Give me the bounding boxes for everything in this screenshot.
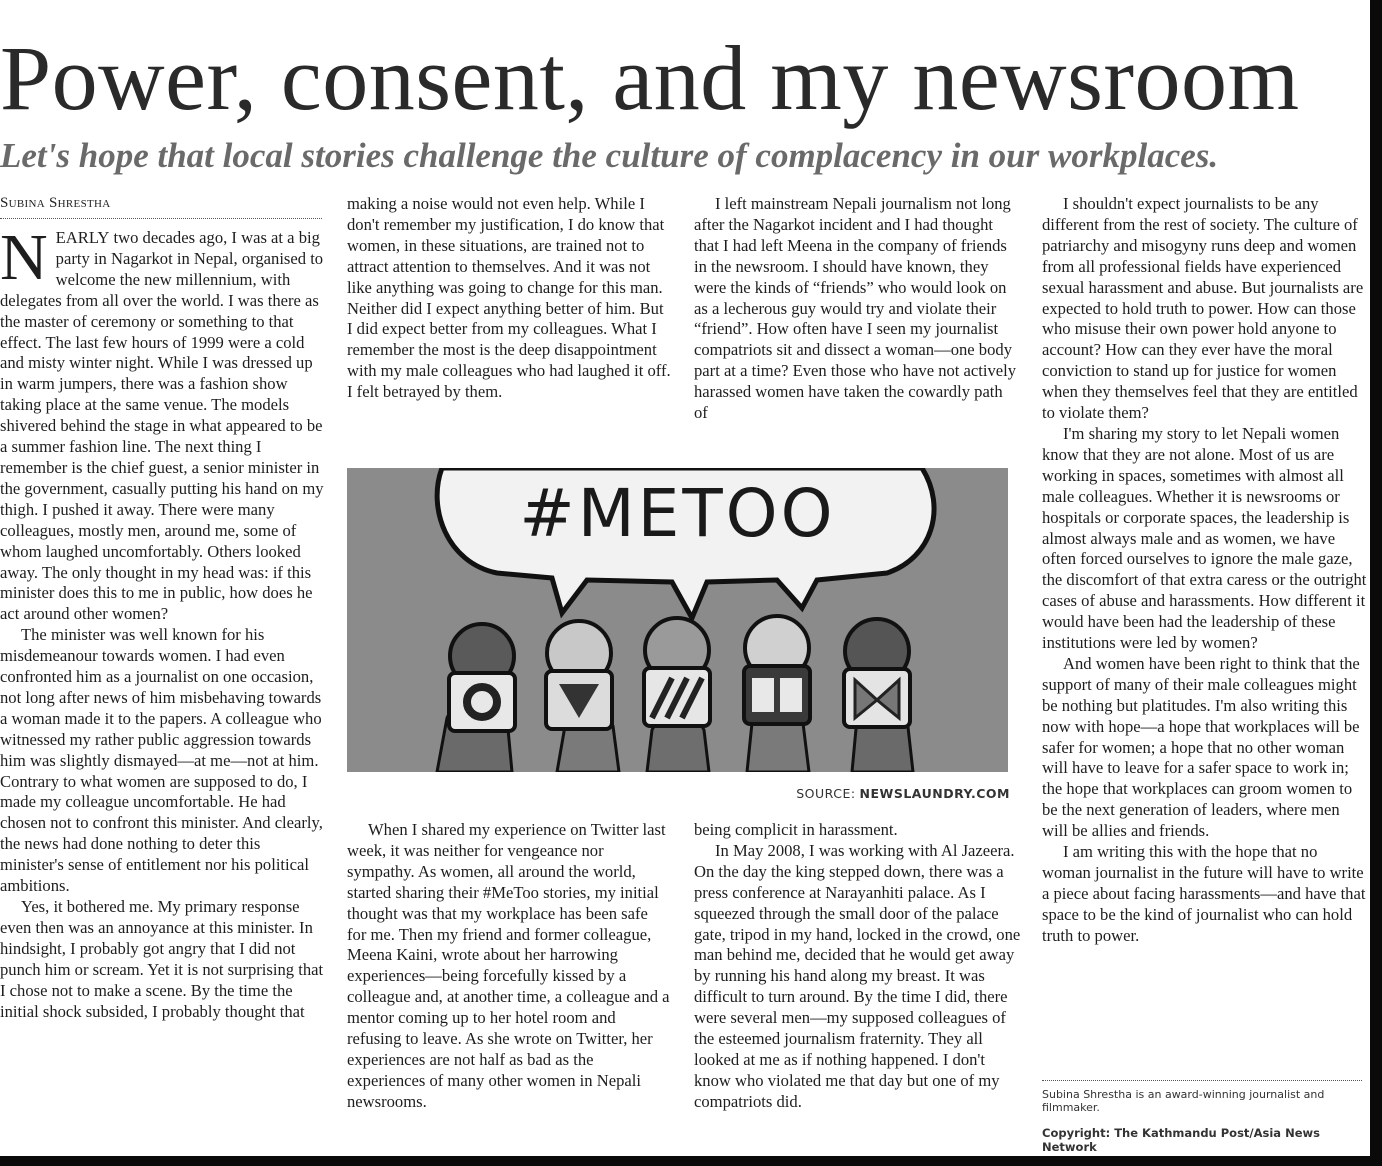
footer-rule xyxy=(1042,1080,1362,1081)
paragraph: The minister was well known for his misdemeanour towards women. I had even confronted him as a journalist on one occasion, not long after news of him misbehaving towards a woman made it to the papers. A colleague who witnessed my rather public aggression towards him was slightly dismayed—at me—not at him. Contrary to what women are supposed to do, I made my colleague uncomfortable. He had chosen not to confront this minister. And clearly, the news had done nothing to deter this minister's sense of entitlement nor his political ambitions. xyxy=(0,625,323,896)
paragraph: making a noise would not even help. While I don't remember my justification, I do know that women, in these situations, are trained not to attract attention to themselves. And it was not like anything was going to change for this man. Neither did I expect anything better of him. But I did expect better from my colleagues. What I remember the most is the deep disappointment with my male colleagues who had laughed it off. I felt betrayed by them. xyxy=(347,194,671,402)
headline: Power, consent, and my newsroom xyxy=(0,27,1300,129)
speech-bubble-text: #METOO xyxy=(519,475,836,552)
paragraph: I am writing this with the hope that no woman journalist in the future will have to write a piece about facing harassments—and have that space to be the kind of journalist who can hold truth to power. xyxy=(1042,842,1366,945)
lead-in: EARLY xyxy=(55,228,110,247)
metoo-illustration xyxy=(347,468,1008,772)
paragraph: I'm sharing my story to let Nepali women know that they are not alone. Most of us are working in spaces, sometimes with almost all male colleagues. Whether it is newsrooms or hospitals or corporate spaces, the leadership is almost always male and as women, we have often forced ourselves to ignore the male gaze, the discomfort of that extra caress or the outright cases of abuse and harassments. How different it would have been had the leadership of these institutions were led by women? xyxy=(1042,423,1367,653)
paragraph: And women have been right to think that the support of many of their male colleagues might be nothing but platitudes. I'm also writing this now with hope—a hope that workplaces will be safer for women; a hope that no other woman will have to leave for a safer space to work in; the hope that workplaces can groom women to be the next generation of leaders, where men will be allies and friends. xyxy=(1042,653,1360,841)
lead-paragraph xyxy=(0,221,324,625)
column-3-top xyxy=(694,194,1018,424)
paragraph: When I shared my experience on Twitter last week, it was neither for vengeance nor sympathy. As women, all around the world, started sharing their #MeToo stories, my initial thought was that my workplace has been safe for me. Then my friend and former colleague, Meena Kaini, wrote about her harrowing experiences—being forcefully kissed by a colleague and, at another time, a colleague and a mentor coming up to her hotel room and refusing to leave. As she wrote on Twitter, her experiences are not half as bad as the experiences of many other women in Nepali newsrooms. xyxy=(347,820,670,1111)
paragraph-text: two decades ago, I was at a big party in Nagarkot in Nepal, organised to welcome the new millennium, with delegates from all over the world. I was there as the master of ceremony or something to that effect. The last few hours of 1999 were a cold and misty winter night. While I was dressed up in warm jumpers, there was a fashion show taking place at the same venue. The models shivered behind the stage in what appeared to be a summer fashion line. The next thing I remember is the chief guest, a senior minister in the government, casually putting his hand on my thigh. I pushed it away. There were many colleagues, mostly men, around me, some of whom laughed uncomfortably. Others looked away. The only thought in my head was: if this minister does this to me in public, how does he act around other women? xyxy=(0,228,324,624)
deck-subtitle: Let's hope that local stories challenge the culture of complacency in our workplaces. xyxy=(0,136,1219,175)
microphone-1 xyxy=(449,624,515,731)
paragraph: Yes, it bothered me. My primary response even then was an annoyance at this minister. In hindsight, I probably got angry that I did not punch him or scream. Yet it is not surprising that I chose not to make a scene. By the time the initial shock subsided, I probably thought that xyxy=(0,897,324,1021)
byline-rule xyxy=(0,218,322,219)
microphone-5 xyxy=(844,619,910,727)
paragraph: I shouldn't expect journalists to be any different from the rest of society. The culture of patriarchy and misogyny runs deep and women from all professional fields have experienced sexual harassment and abuse. But journalists are expected to hold truth to power. How can those who misuse their own power hold anyone to account? How can they ever have the moral conviction to stand up for justice for women when they themselves feel that they are entitled to violate them? xyxy=(1042,194,1364,423)
paragraph: In May 2008, I was working with Al Jazeera. On the day the king stepped down, there was a press conference at Narayanhiti palace. As I squeezed through the small door of the palace gate, tripod in my hand, locked in the crowd, one man behind me, decided that he would get away by running his hand along my breast. It was difficult to turn around. By the time I did, there were several men—my supposed colleagues of the esteemed journalism fraternity. They all looked at me as if nothing happened. I don't know who violated me that day but one of my compatriots did. xyxy=(694,840,1021,1111)
column-1 xyxy=(0,221,324,1022)
byline: Subina Shrestha xyxy=(0,195,111,211)
column-2-bottom xyxy=(347,820,671,1113)
column-3-bottom xyxy=(694,820,1022,1113)
column-2-top xyxy=(347,194,671,403)
drop-cap: N xyxy=(0,221,48,294)
copyright-notice: Copyright: The Kathmandu Post/Asia News Network xyxy=(1042,1126,1320,1154)
source-site: NEWSLAUNDRY.COM xyxy=(859,786,1010,801)
column-4 xyxy=(1042,194,1368,947)
page-frame-bottom xyxy=(0,1156,1382,1166)
paragraph: being complicit in harassment. xyxy=(694,820,898,839)
paragraph: I left mainstream Nepali journalism not long after the Nagarkot incident and I had thought that I had left Meena in the company of friends in the newsroom. I should have known, they were the kinds of “friends” who would look on as a lecherous guy would try and violate their “friend”. How often have I seen my journalist compatriots sit and dissect a woman—one body part at a time? Even those who have not actively harassed women have taken the cowardly path of xyxy=(694,194,1017,423)
microphone-3 xyxy=(644,618,710,726)
source-label: SOURCE: xyxy=(796,786,856,801)
image-source-credit xyxy=(700,786,1010,801)
microphone-4 xyxy=(744,616,810,724)
author-bio: Subina Shrestha is an award-winning journalist and filmmaker. xyxy=(1042,1088,1325,1114)
microphone-2 xyxy=(546,621,612,729)
